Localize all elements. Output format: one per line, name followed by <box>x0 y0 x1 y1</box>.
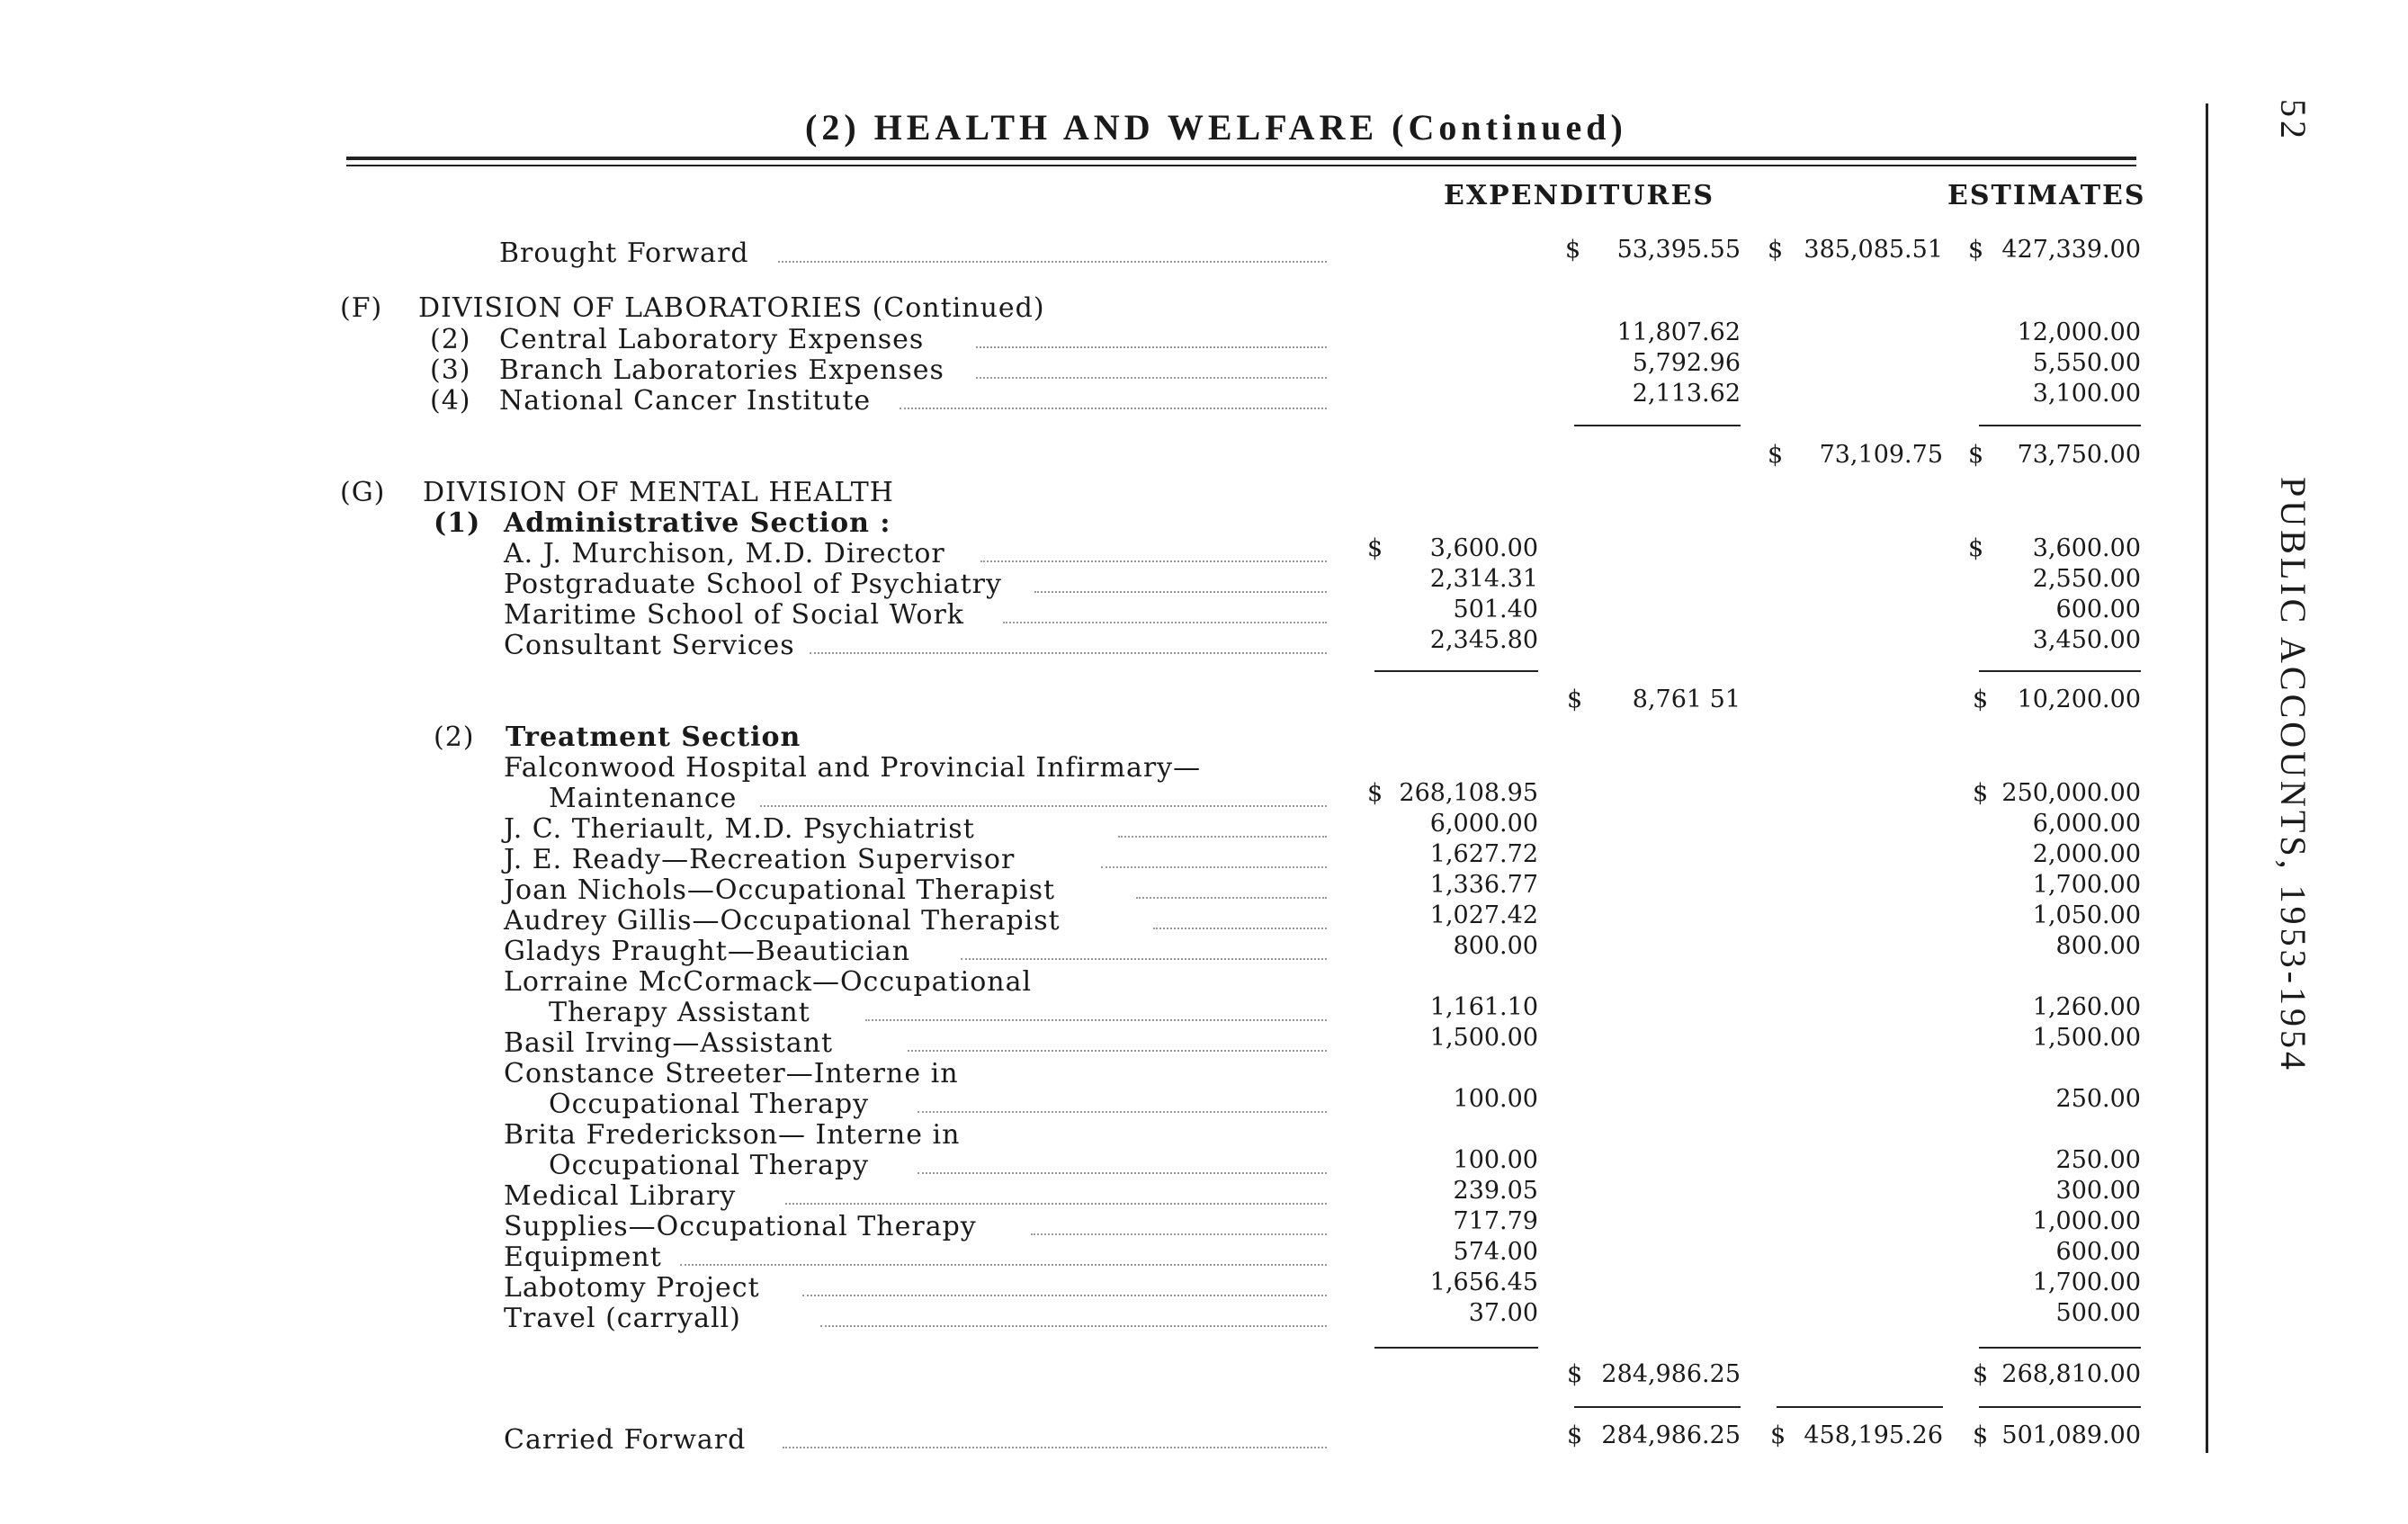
row-label: Audrey Gillis—Occupational Therapist <box>504 905 1061 937</box>
row-estimate: 1,500.00 <box>2032 1024 2141 1052</box>
leader-dots <box>908 1050 1327 1052</box>
item-estimate: 3,450.00 <box>2032 626 2141 654</box>
page-number: 52 <box>2273 99 2314 142</box>
leader-dots <box>1101 866 1328 868</box>
row-label: Gladys Praught—Beautician <box>504 936 911 967</box>
item-estimate: 12,000.00 <box>2017 318 2141 346</box>
dollar-sign: $ <box>1973 1421 1989 1449</box>
division-f-title: DIVISION OF LABORATORIES (Continued) <box>418 292 1045 324</box>
leader-dots <box>980 560 1327 562</box>
row-label: Labotomy Project <box>504 1272 760 1304</box>
dollar-sign: $ <box>1968 441 1984 469</box>
row-label: Falconwood Hospital and Provincial Infirmary— <box>504 752 1202 784</box>
row-expenditure: 1,627.72 <box>1429 840 1538 868</box>
item-estimate: 2,550.00 <box>2032 565 2141 593</box>
row-expenditure: 1,500.00 <box>1429 1024 1538 1052</box>
leader-dots <box>900 408 1327 409</box>
row-expenditure: 268,108.95 <box>1399 779 1538 807</box>
leader-dots <box>810 652 1327 654</box>
row-estimate: 1,700.00 <box>2032 1269 2141 1296</box>
admin-total-expenditure: 8,761 51 <box>1632 686 1741 713</box>
row-estimate: 2,000.00 <box>2032 840 2141 868</box>
dollar-sign: $ <box>1367 534 1383 562</box>
dollar-sign: $ <box>1367 779 1383 807</box>
row-expenditure: 1,656.45 <box>1429 1269 1538 1296</box>
leader-dots <box>1034 591 1327 593</box>
brought-forward-total: 385,085.51 <box>1804 236 1943 264</box>
row-estimate: 600.00 <box>2055 1238 2141 1266</box>
item-estimate: 3,100.00 <box>2032 380 2141 408</box>
dollar-sign: $ <box>1567 686 1583 713</box>
item-estimate: 600.00 <box>2055 596 2141 623</box>
row-estimate: 1,260.00 <box>2032 993 2141 1021</box>
treatment-total-expenditure: 284,986.25 <box>1601 1360 1741 1388</box>
header-estimates: ESTIMATES <box>1947 180 2146 211</box>
dollar-sign: $ <box>1968 236 1984 264</box>
title-rule-bottom <box>346 165 2136 166</box>
leader-dots <box>976 346 1327 348</box>
dollar-sign: $ <box>1968 534 1984 562</box>
admin-total-estimate: 10,200.00 <box>2017 686 2141 713</box>
row-expenditure: 37.00 <box>1468 1299 1538 1327</box>
treatment-section-title: Treatment Section <box>506 722 801 753</box>
item-expenditure: 11,807.62 <box>1616 318 1741 346</box>
leader-dots <box>785 1203 1328 1205</box>
row-estimate: 1,700.00 <box>2032 871 2141 899</box>
admin-section-title: Administrative Section : <box>504 507 891 539</box>
item-number: (3) <box>430 354 471 386</box>
leader-dots <box>961 958 1328 960</box>
item-number: (4) <box>430 385 471 417</box>
carried-forward-total: 458,195.26 <box>1804 1421 1943 1449</box>
leader-dots <box>918 1172 1327 1174</box>
subtotal-rule <box>1979 1347 2141 1349</box>
division-f-total-expenditure: 73,109.75 <box>1819 441 1943 469</box>
subtotal-rule <box>1979 670 2141 672</box>
row-label: Supplies—Occupational Therapy <box>504 1211 977 1242</box>
row-expenditure: 574.00 <box>1453 1238 1538 1266</box>
subtotal-rule <box>1374 670 1538 672</box>
dollar-sign: $ <box>1768 236 1784 264</box>
page-title: (2) HEALTH AND WELFARE (Continued) <box>805 107 1627 148</box>
dollar-sign: $ <box>1973 779 1989 807</box>
row-expenditure: 1,161.10 <box>1429 993 1538 1021</box>
leader-dots <box>680 1264 1328 1266</box>
dollar-sign: $ <box>1567 1421 1583 1449</box>
row-label: Basil Irving—Assistant <box>504 1027 834 1059</box>
row-label: Maintenance <box>549 783 738 814</box>
row-label: Brita Frederickson— Interne in <box>504 1119 961 1151</box>
header-expenditures: EXPENDITURES <box>1444 180 1714 211</box>
row-estimate: 500.00 <box>2055 1299 2141 1327</box>
row-label: Lorraine McCormack—Occupational <box>504 966 1033 998</box>
row-label: Occupational Therapy <box>549 1150 870 1181</box>
row-label: Equipment <box>504 1242 662 1273</box>
leader-dots <box>976 377 1327 379</box>
subtotal-rule <box>1979 425 2141 426</box>
subtotal-rule <box>1574 1406 1741 1408</box>
row-expenditure: 100.00 <box>1453 1146 1538 1174</box>
row-estimate: 1,050.00 <box>2032 901 2141 929</box>
row-estimate: 6,000.00 <box>2032 810 2141 838</box>
row-estimate: 250.00 <box>2055 1085 2141 1113</box>
leader-dots <box>802 1295 1327 1296</box>
row-estimate: 1,000.00 <box>2032 1207 2141 1235</box>
leader-dots <box>1118 836 1327 838</box>
item-expenditure: 2,345.80 <box>1429 626 1538 654</box>
item-estimate: 3,600.00 <box>2032 534 2141 562</box>
carried-forward-label: Carried Forward <box>504 1424 747 1456</box>
item-label: Branch Laboratories Expenses <box>499 354 944 386</box>
row-expenditure: 6,000.00 <box>1429 810 1538 838</box>
treatment-section-number: (2) <box>434 722 475 753</box>
subtotal-rule <box>1979 1406 2141 1408</box>
item-expenditure: 501.40 <box>1453 596 1538 623</box>
leader-dots <box>820 1325 1328 1327</box>
item-expenditure: 3,600.00 <box>1429 534 1538 562</box>
leader-dots <box>760 805 1328 807</box>
item-label: Consultant Services <box>504 630 795 661</box>
side-title-container <box>2271 99 2334 1448</box>
row-label: Constance Streeter—Interne in <box>504 1058 959 1089</box>
row-label: Therapy Assistant <box>549 997 810 1028</box>
dollar-sign: $ <box>1565 236 1581 264</box>
item-label: National Cancer Institute <box>499 385 872 417</box>
leader-dots <box>1031 1233 1328 1235</box>
carried-forward-estimate: 501,089.00 <box>2001 1421 2141 1449</box>
item-estimate: 5,550.00 <box>2032 349 2141 377</box>
row-expenditure: 239.05 <box>1453 1177 1538 1205</box>
item-label: Maritime School of Social Work <box>504 599 964 631</box>
treatment-total-estimate: 268,810.00 <box>2001 1360 2141 1388</box>
division-f-code: (F) <box>340 292 383 324</box>
division-f-total-estimate: 73,750.00 <box>2017 441 2141 469</box>
row-estimate: 250,000.00 <box>2001 779 2141 807</box>
row-expenditure: 1,027.42 <box>1429 901 1538 929</box>
leader-dots <box>1136 897 1328 899</box>
row-label: J. E. Ready—Recreation Supervisor <box>504 844 1016 875</box>
row-estimate: 800.00 <box>2055 932 2141 960</box>
brought-forward-exp: 53,395.55 <box>1616 236 1741 264</box>
brought-forward-estimate: 427,339.00 <box>2001 236 2141 264</box>
item-label: A. J. Murchison, M.D. Director <box>504 538 945 569</box>
leader-dots <box>1003 622 1327 623</box>
row-expenditure: 1,336.77 <box>1429 871 1538 899</box>
side-title: PUBLIC ACCOUNTS, 1953-1954 <box>2273 477 2314 1073</box>
dollar-sign: $ <box>1973 686 1989 713</box>
dollar-sign: $ <box>1770 1421 1786 1449</box>
row-label: Occupational Therapy <box>549 1089 870 1120</box>
row-expenditure: 800.00 <box>1453 932 1538 960</box>
side-border-line <box>2206 103 2208 1453</box>
dollar-sign: $ <box>1973 1360 1989 1388</box>
subtotal-rule <box>1374 1347 1538 1349</box>
dollar-sign: $ <box>1567 1360 1583 1388</box>
row-label: Travel (carryall) <box>504 1303 741 1334</box>
item-label: Central Laboratory Expenses <box>499 324 925 355</box>
brought-forward-label: Brought Forward <box>499 238 749 269</box>
carried-forward-exp: 284,986.25 <box>1601 1421 1741 1449</box>
dollar-sign: $ <box>1768 441 1784 469</box>
row-estimate: 300.00 <box>2055 1177 2141 1205</box>
item-label: Postgraduate School of Psychiatry <box>504 569 1002 600</box>
admin-section-number: (1) <box>434 507 481 539</box>
row-label: Medical Library <box>504 1180 737 1212</box>
row-estimate: 250.00 <box>2055 1146 2141 1174</box>
item-expenditure: 2,113.62 <box>1632 380 1741 408</box>
item-expenditure: 2,314.31 <box>1429 565 1538 593</box>
title-rule-top <box>346 157 2136 160</box>
subtotal-rule <box>1574 425 1741 426</box>
leader-dots <box>778 261 1327 263</box>
item-number: (2) <box>430 324 471 355</box>
row-label: J. C. Theriault, M.D. Psychiatrist <box>504 813 975 845</box>
division-g-title: DIVISION OF MENTAL HEALTH <box>423 477 894 508</box>
leader-dots <box>783 1447 1327 1448</box>
row-expenditure: 717.79 <box>1453 1207 1538 1235</box>
leader-dots <box>865 1019 1328 1021</box>
leader-dots <box>1153 928 1327 929</box>
row-expenditure: 100.00 <box>1453 1085 1538 1113</box>
subtotal-rule <box>1777 1406 1943 1408</box>
row-label: Joan Nichols—Occupational Therapist <box>504 874 1056 906</box>
item-expenditure: 5,792.96 <box>1632 349 1741 377</box>
division-g-code: (G) <box>340 477 386 508</box>
leader-dots <box>918 1111 1327 1113</box>
